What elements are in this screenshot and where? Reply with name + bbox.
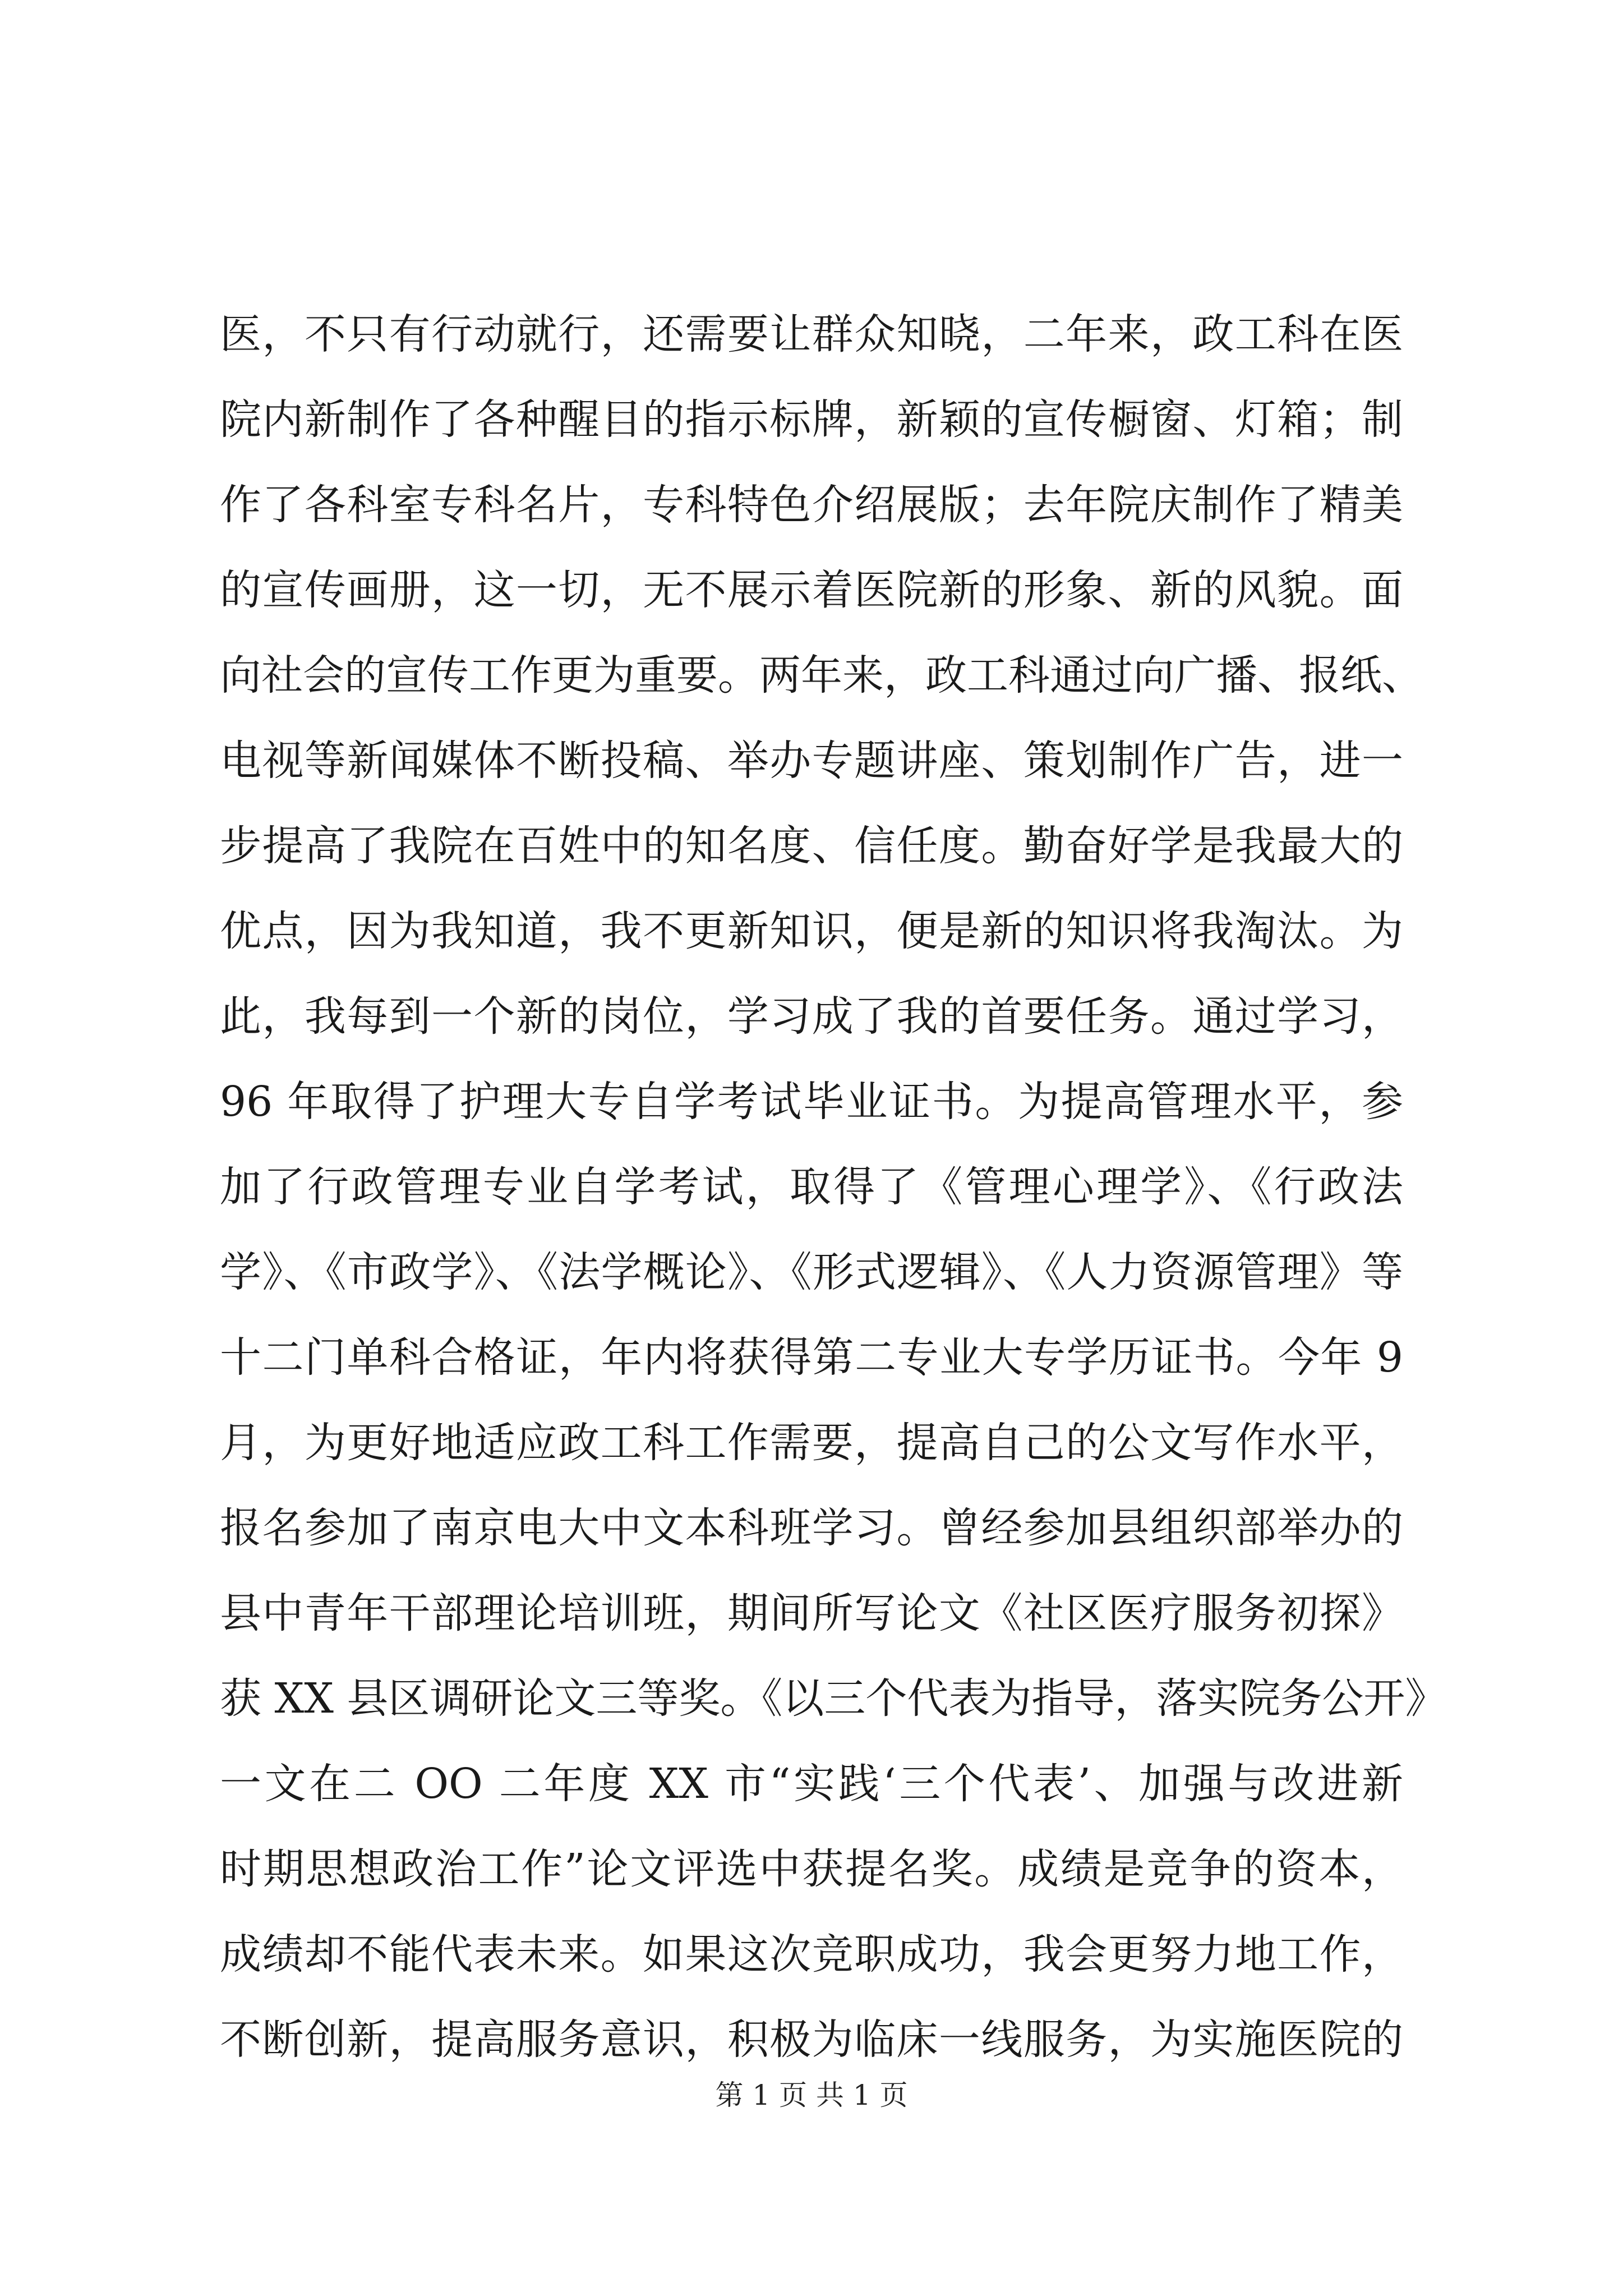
text-line: 月，为更好地适应政工科工作需要，提高自己的公文写作水平， — [220, 1419, 1403, 1467]
text-line: 步提高了我院在百姓中的知名度、信任度。勤奋好学是我最大的 — [220, 822, 1403, 870]
text-line: 报名参加了南京电大中文本科班学习。曾经参加县组织部举办的 — [220, 1504, 1403, 1552]
text-line: 优点，因为我知道，我不更新知识，便是新的知识将我淘汰。为 — [220, 907, 1403, 955]
text-line: 电视等新闻媒体不断投稿、举办专题讲座、策划制作广告，进一 — [220, 737, 1403, 785]
text-line: 学》、《市政学》、《法学概论》、《形式逻辑》、《人力资源管理》等 — [220, 1248, 1403, 1296]
text-line: 十二门单科合格证，年内将获得第二专业大专学历证书。今年 9 — [220, 1333, 1403, 1382]
text-line: 向社会的宣传工作更为重要。两年来，政工科通过向广播、报纸、 — [220, 651, 1423, 700]
text-line: 获 XX 县区调研论文三等奖。《以三个代表为指导，落实院务公开》 — [220, 1674, 1447, 1723]
text-line: 县中青年干部理论培训班，期间所写论文《社区医疗服务初探》 — [220, 1589, 1403, 1637]
text-line: 医，不只有行动就行，还需要让群众知晓，二年来，政工科在医 — [220, 310, 1403, 358]
text-line: 院内新制作了各种醒目的指示标牌，新颖的宣传橱窗、灯箱；制 — [220, 395, 1403, 444]
text-line: 一文在二 OO 二年度 XX 市“实践‘三个代表’、加强与改进新 — [220, 1760, 1403, 1808]
body-text — [220, 292, 1447, 2082]
page-footer — [0, 2076, 1623, 2115]
text-line: 作了各科室专科名片，专科特色介绍展版；去年院庆制作了精美 — [220, 481, 1403, 529]
text-line: 时期思想政治工作”论文评选中获提名奖。成绩是竞争的资本， — [220, 1845, 1403, 1893]
text-line: 的宣传画册，这一切，无不展示着医院新的形象、新的风貌。面 — [220, 566, 1403, 614]
text-line: 此，我每到一个新的岗位，学习成了我的首要任务。通过学习， — [220, 992, 1403, 1041]
text-line: 不断创新，提高服务意识，积极为临床一线服务，为实施医院的 — [220, 2016, 1403, 2064]
text-line: 成绩却不能代表未来。如果这次竞职成功，我会更努力地工作， — [220, 1930, 1403, 1978]
text-line: 加了行政管理专业自学考试，取得了《管理心理学》、《行政法 — [220, 1163, 1403, 1211]
page-number-label: 第 1 页 共 1 页 — [715, 2079, 908, 2111]
text-line: 96 年取得了护理大专自学考试毕业证书。为提高管理水平，参 — [220, 1078, 1403, 1126]
